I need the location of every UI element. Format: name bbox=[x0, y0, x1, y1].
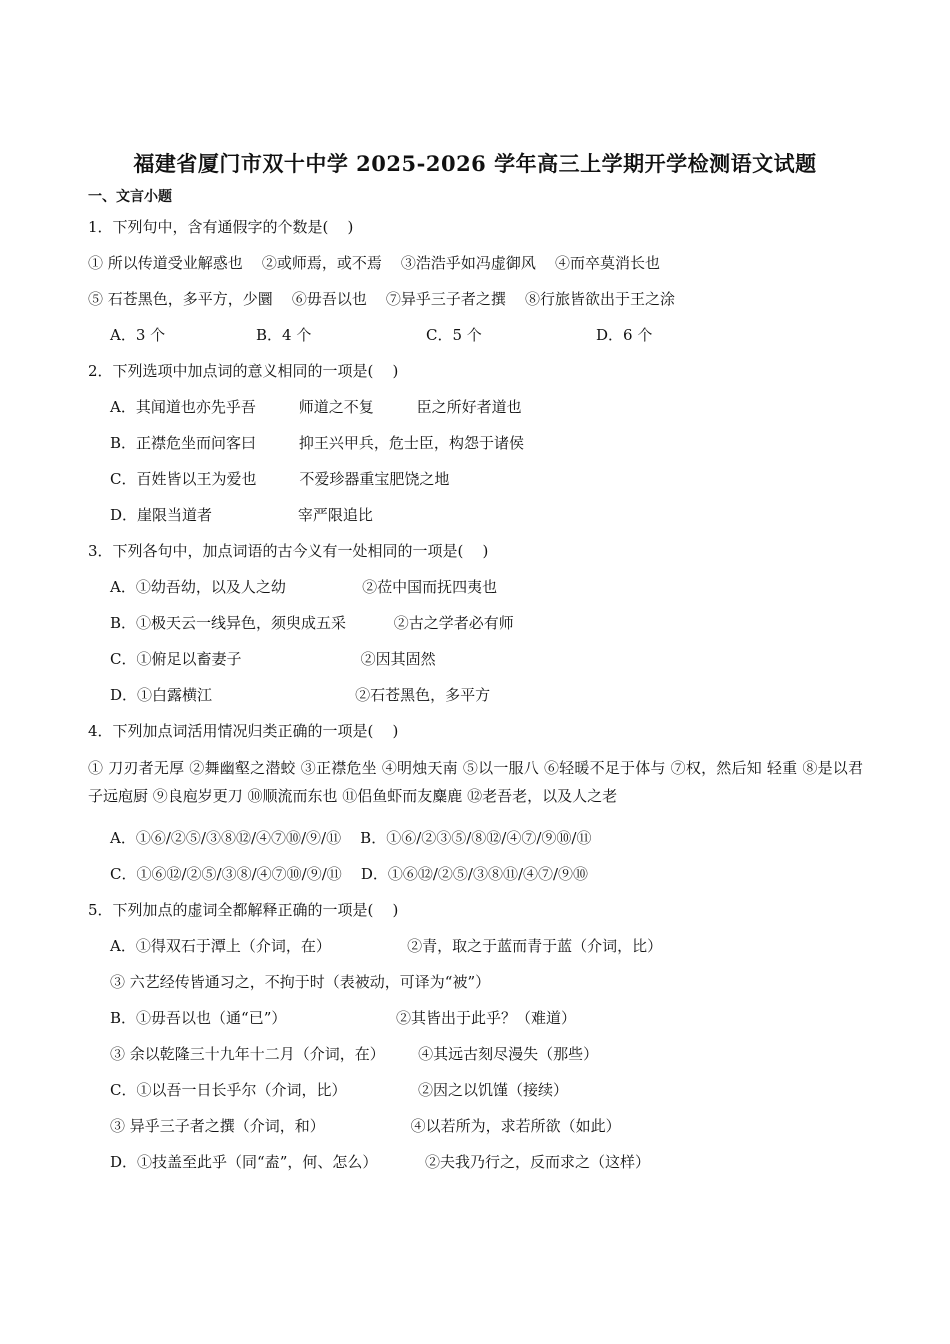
q3-option-a[interactable]: A．①幼吾幼，以及人之幼 ②莅中国而抚四夷也 bbox=[110, 578, 498, 596]
q2-option-a[interactable]: A．其闻道也亦先乎吾 师道之不复 臣之所好者道也 bbox=[110, 398, 522, 416]
question-5-stem: 5．下列加点的虚词全都解释正确的一项是( ) bbox=[88, 901, 399, 919]
q5-option-a-line2: ③ 六艺经传皆通习之，不拘于时（表被动，可译为“被”） bbox=[110, 973, 491, 991]
q1-option-d[interactable]: D．6 个 bbox=[596, 326, 653, 344]
q1-option-b[interactable]: B．4 个 bbox=[256, 326, 312, 344]
q3-option-d[interactable]: D．①白露横江 ②石苍黑色，多平方 bbox=[110, 686, 491, 704]
q4-options-cd[interactable]: C．①⑥⑫/②⑤/③⑧/④⑦⑩/⑨/⑪ D．①⑥⑫/②⑤/③⑧⑪/④⑦/⑨⑩ bbox=[110, 865, 589, 883]
q5-option-b-line2: ③ 余以乾隆三十九年十二月（介词，在） ④其远古刻尽漫失（那些） bbox=[110, 1045, 599, 1063]
question-1-stem: 1．下列句中，含有通假字的个数是( ) bbox=[88, 218, 354, 236]
q1-option-a[interactable]: A．3 个 bbox=[110, 326, 166, 344]
question-4-stem: 4．下列加点词活用情况归类正确的一项是( ) bbox=[88, 722, 399, 740]
q2-option-c[interactable]: C．百姓皆以王为爱也 不爱珍器重宝肥饶之地 bbox=[110, 470, 450, 488]
question-1-sentences-1: ① 所以传道受业解惑也 ②或师焉，或不焉 ③浩浩乎如冯虚御风 ④而卒莫消长也 bbox=[88, 254, 660, 272]
q2-option-b[interactable]: B．正襟危坐而问客曰 抑王兴甲兵，危士臣，构怨于诸侯 bbox=[110, 434, 524, 452]
q5-option-a-line1[interactable]: A．①得双石于潭上（介词，在） ②青，取之于蓝而青于蓝（介词，比） bbox=[110, 937, 663, 955]
question-1-sentences-2: ⑤ 石苍黑色，多平方，少圜 ⑥毋吾以也 ⑦异乎三子者之撰 ⑧行旅皆欲出于王之涂 bbox=[88, 290, 675, 308]
q3-option-c[interactable]: C．①俯足以畜妻子 ②因其固然 bbox=[110, 650, 436, 668]
q4-options-ab[interactable]: A．①⑥/②⑤/③⑧⑫/④⑦⑩/⑨/⑪ B．①⑥/②③⑤/⑧⑫/④⑦/⑨⑩/⑪ bbox=[110, 829, 592, 847]
q3-option-b[interactable]: B．①极天云一线异色，须臾成五采 ②古之学者必有师 bbox=[110, 614, 514, 632]
question-2-stem: 2．下列选项中加点词的意义相同的一项是( ) bbox=[88, 362, 399, 380]
q5-option-b-line1[interactable]: B．①毋吾以也（通“已”） ②其皆出于此乎？（难道） bbox=[110, 1009, 577, 1027]
section-heading: 一、文言小题 bbox=[88, 189, 172, 205]
question-3-stem: 3．下列各句中，加点词语的古今义有一处相同的一项是( ) bbox=[88, 542, 489, 560]
q5-option-c-line1[interactable]: C．①以吾一日长乎尔（介词，比） ②因之以饥馑（接续） bbox=[110, 1081, 569, 1099]
q1-option-c[interactable]: C．5 个 bbox=[426, 326, 482, 344]
question-4-body: ① 刀刃者无厚 ②舞幽壑之潜蛟 ③正襟危坐 ④明烛天南 ⑤以一服八 ⑥轻暖不足于体与 ⑦权，然后知 轻重 ⑧是以君子远庖厨 ⑨良庖岁更刀 ⑩顺流而东也 ⑪侣鱼虾而友麋鹿 ⑫老吾老，以及人之老 bbox=[88, 759, 863, 805]
q5-option-d-line1[interactable]: D．①技盖至此乎（同“盍”，何、怎么） ②夫我乃行之，反而求之（这样） bbox=[110, 1153, 651, 1171]
page-title: 福建省厦门市双十中学 2025-2026 学年高三上学期开学检测语文试题 bbox=[133, 151, 817, 176]
q5-option-c-line2: ③ 异乎三子者之撰（介词，和） ④以若所为，求若所欲（如此） bbox=[110, 1117, 621, 1135]
q2-option-d[interactable]: D．崖限当道者 宰严限追比 bbox=[110, 506, 373, 524]
question-1-options bbox=[110, 325, 710, 345]
